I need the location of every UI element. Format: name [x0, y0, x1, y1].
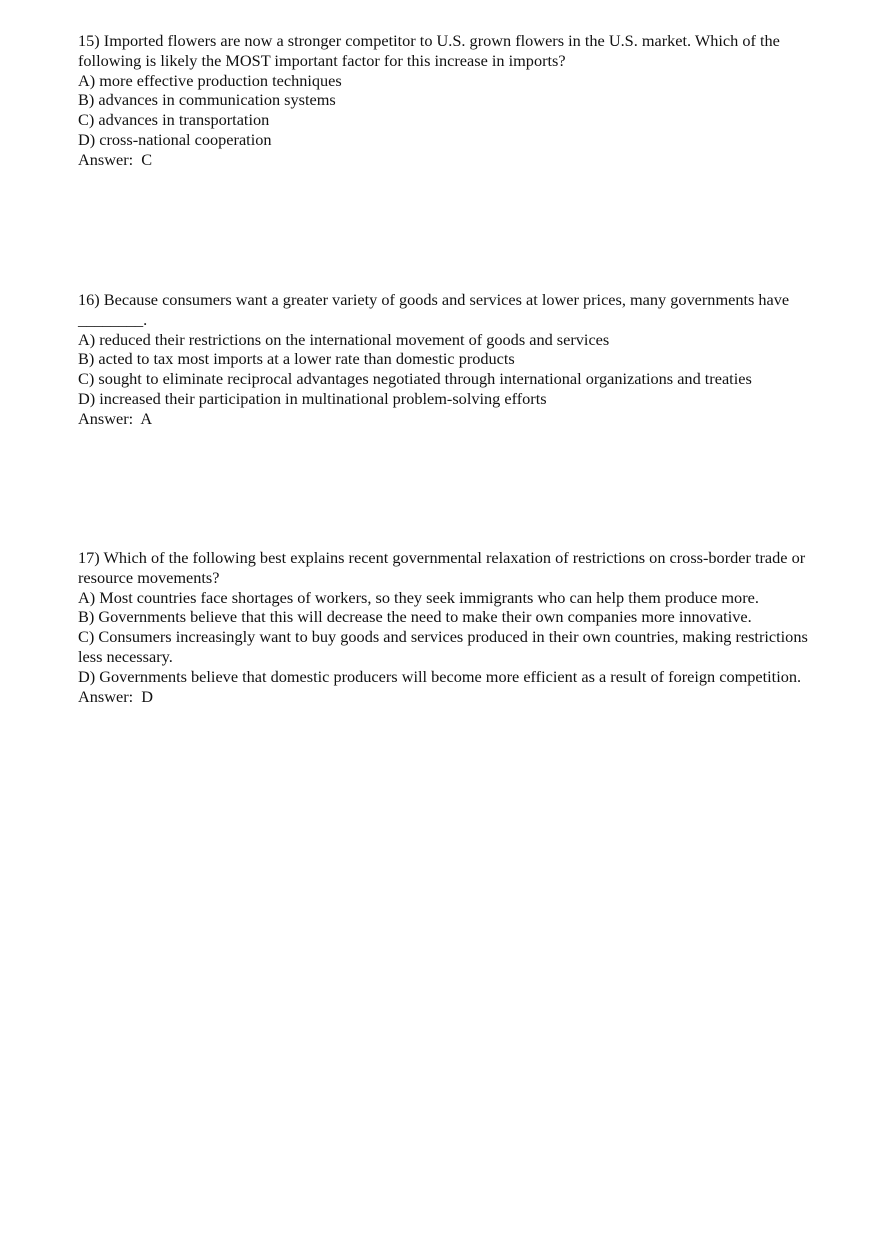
option-b: B) advances in communication systems: [78, 90, 336, 110]
question-stem: 15) Imported flowers are now a stronger competitor to U.S. grown flowers in the U.S. market. Which of the following is likely the MOST important factor for this increase in imports?: [78, 31, 780, 70]
answer-line: Answer: C: [78, 149, 153, 169]
question-stem: 17) Which of the following best explains recent governmental relaxation of restrictions on cross-border trade or resource movements?: [78, 548, 806, 587]
question-17: [78, 548, 808, 706]
question-16: [78, 290, 808, 429]
answer-line: Answer: D: [78, 686, 154, 706]
option-d: D) cross-national cooperation: [78, 129, 272, 149]
option-a: A) reduced their restrictions on the international movement of goods and services: [78, 329, 610, 349]
option-d: D) increased their participation in multinational problem-solving efforts: [78, 388, 547, 408]
option-a: A) more effective production techniques: [78, 70, 342, 90]
option-c: C) advances in transportation: [78, 110, 270, 130]
option-b: B) acted to tax most imports at a lower rate than domestic products: [78, 349, 515, 369]
question-stem: 16) Because consumers want a greater variety of goods and services at lower prices, many governments have ________.: [78, 290, 790, 329]
option-c: C) Consumers increasingly want to buy goods and services produced in their own countries, making restrictions less necessary.: [78, 627, 808, 666]
option-c: C) sought to eliminate reciprocal advantages negotiated through international organizations and treaties: [78, 369, 752, 389]
question-15: [78, 31, 808, 170]
option-a: A) Most countries face shortages of workers, so they seek immigrants who can help them produce more.: [78, 587, 759, 607]
answer-line: Answer: A: [78, 408, 153, 428]
option-b: B) Governments believe that this will decrease the need to make their own companies more innovative.: [78, 607, 752, 627]
option-d: D) Governments believe that domestic producers will become more efficient as a result of foreign competition.: [78, 666, 802, 686]
